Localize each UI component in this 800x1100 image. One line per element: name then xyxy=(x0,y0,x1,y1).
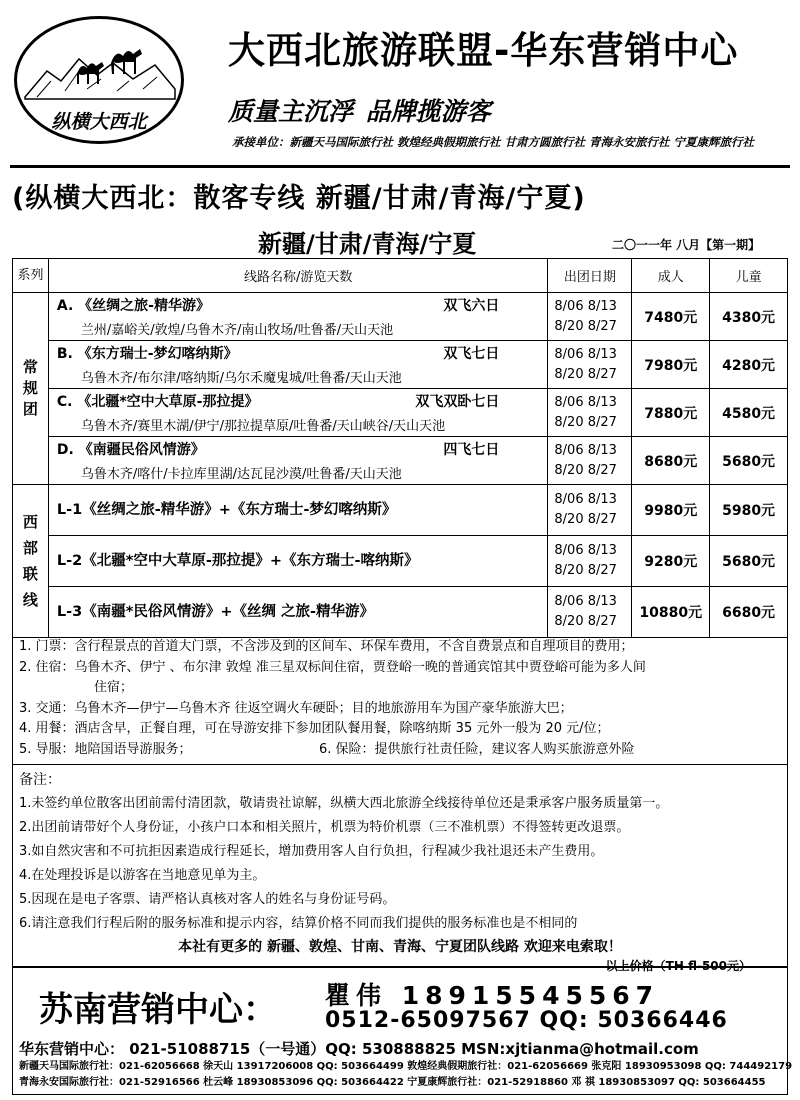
route-cities: 乌鲁木齐/布尔津/喀纳斯/乌尔禾魔鬼城/吐鲁番/天山天池 xyxy=(80,371,402,386)
child-price: 5680元 xyxy=(710,437,788,485)
route-name: L-1《丝绸之旅-精华游》+《东方瑞士-梦幻喀纳斯》 xyxy=(56,502,397,518)
remark-item: 1.未签约单位散客出团前需付清团款，敬请贵社谅解，纵横大西北旅游全线接待单位还是秉承客户服务质量第一。 xyxy=(19,796,669,811)
header-series: 系列 xyxy=(13,259,49,293)
route-days: 双飞七日 xyxy=(443,346,500,362)
adult-price: 7880元 xyxy=(632,389,710,437)
route-dates: 8/06 8/13 8/20 8/27 xyxy=(548,293,632,341)
adult-price: 10880元 xyxy=(632,587,710,638)
remark-item: 3.如自然灾害和不可抗拒因素造成行程延长，增加费用客人自行负担，行程减少我社退还未产生费用。 xyxy=(19,844,604,859)
table-row xyxy=(13,485,788,536)
agency-line: 新疆天马国际旅行社：021-62056668 徐天山 13917206008 QQ: 503664499 敦煌经典假期旅行社：021-62056669 张克阳 18930953098 QQ: 744492179 xyxy=(19,1061,793,1072)
table-row xyxy=(13,437,788,485)
route-name: C. 《北疆*空中大草原-那拉提》 xyxy=(56,394,259,410)
remark-item: 2.出团前请带好个人身份证，小孩户口本和相关照片，机票为特价机票（三不准机票）不得签转更改退票。 xyxy=(19,820,630,835)
service-notes xyxy=(12,629,788,765)
route-name: A. 《丝绸之旅-精华游》 xyxy=(56,298,210,314)
route-name: B. 《东方瑞士-梦幻喀纳斯》 xyxy=(56,346,238,362)
route-name: L-2《北疆*空中大草原-那拉提》+《东方瑞士-喀纳斯》 xyxy=(56,553,419,569)
route-name: D. 《南疆民俗风情游》 xyxy=(56,442,205,458)
route-dates: 8/06 8/13 8/20 8/27 xyxy=(548,341,632,389)
group-label-western: 西部联线 xyxy=(13,485,49,638)
slogan: 质量主沉浮 品牌揽游客 xyxy=(228,97,491,126)
child-price: 4280元 xyxy=(710,341,788,389)
note-lodging-cont: 住宿； xyxy=(94,680,134,695)
group-label-regular: 常规团 xyxy=(13,293,49,485)
route-days: 双飞六日 xyxy=(443,298,500,314)
child-price: 4580元 xyxy=(710,389,788,437)
route-cell xyxy=(48,293,548,341)
child-price: 5680元 xyxy=(710,536,788,587)
adult-price: 9280元 xyxy=(632,536,710,587)
route-cell xyxy=(48,485,548,536)
logo-text: 纵横大西北 xyxy=(51,111,147,133)
route-dates: 8/06 8/13 8/20 8/27 xyxy=(548,389,632,437)
main-title: 大西北旅游联盟-华东营销中心 xyxy=(228,29,739,72)
routes-table xyxy=(12,258,788,638)
adult-price: 8680元 xyxy=(632,437,710,485)
route-days: 四飞七日 xyxy=(443,442,500,458)
header-divider xyxy=(10,165,790,168)
header-dates: 出团日期 xyxy=(548,259,632,293)
contact-person: 瞿伟 18915545567 xyxy=(325,981,660,1010)
route-cell xyxy=(48,437,548,485)
remark-item: 4.在处理投诉是以游客在当地意见单为主。 xyxy=(19,868,266,883)
route-dates: 8/06 8/13 8/20 8/27 xyxy=(548,536,632,587)
contact-phone: 0512-65097567 QQ: 50366446 xyxy=(325,1008,728,1033)
adult-price: 9980元 xyxy=(632,485,710,536)
remark-item: 5.因现在是电子客票、请严格认真核对客人的姓名与身份证号码。 xyxy=(19,892,396,907)
header-child: 儿童 xyxy=(710,259,788,293)
header xyxy=(10,8,790,156)
table-row xyxy=(13,389,788,437)
route-name: L-3《南疆*民俗风情游》+《丝绸 之旅-精华游》 xyxy=(56,604,375,620)
note-lodging: 2. 住宿：乌鲁木齐、伊宁 、布尔津 敦煌 准三星双标间住宿，贾登峪一晚的普通宾馆其中贾登峪可能为多人间 xyxy=(19,659,646,675)
child-price: 5980元 xyxy=(710,485,788,536)
table-row xyxy=(13,293,788,341)
child-price: 4380元 xyxy=(710,293,788,341)
remark-item: 6.请注意我们行程后附的服务标准和提示内容，结算价格不同而我们提供的服务标准也是不相同的 xyxy=(19,916,578,931)
route-dates: 8/06 8/13 8/20 8/27 xyxy=(548,485,632,536)
note-insurance: 6. 保险：提供旅行社责任险，建议客人购买旅游意外险 xyxy=(319,741,635,757)
remarks-label: 备注： xyxy=(19,772,61,788)
agency-contacts xyxy=(19,1059,792,1091)
issue-label: 二〇一一年 八月【第一期】 xyxy=(612,238,761,252)
promo-line: 本社有更多的 新疆、敦煌、甘南、青海、宁夏团队线路 欢迎来电索取！ xyxy=(178,939,622,955)
route-cell xyxy=(48,341,548,389)
sunan-center-label: 苏南营销中心： xyxy=(39,990,277,1030)
east-center-contact: 华东营销中心： 021-51088715（一号通）QQ: 530888825 MSN:xjtianma@hotmail.com xyxy=(19,1040,699,1058)
child-price: 6680元 xyxy=(710,587,788,638)
subtitle: (纵横大西北：散客专线 新疆/甘肃/青海/宁夏) xyxy=(12,183,586,214)
route-days: 双飞双卧七日 xyxy=(415,394,500,410)
route-cities: 乌鲁木齐/赛里木湖/伊宁/那拉提草原/吐鲁番/天山峡谷/天山天池 xyxy=(80,419,446,434)
note-guide: 5. 导服：地陪国语导游服务； xyxy=(19,741,192,757)
note-transport: 3. 交通：乌鲁木齐—伊宁—乌鲁木齐 往返空调火车硬卧；目的地旅游用车为国产豪华旅游大巴； xyxy=(19,700,573,716)
adult-price: 7980元 xyxy=(632,341,710,389)
table-header-row xyxy=(13,259,788,293)
note-tickets: 1. 门票：含行程景点的首道大门票，不含涉及到的区间车、环保车费用，不含自费景点和自理项目的费用； xyxy=(19,639,634,654)
region-title: 新疆/甘肃/青海/宁夏 xyxy=(258,230,477,258)
agency-line: 青海永安国际旅行社：021-52916566 杜云峰 18930853096 QQ: 503664422 宁夏康辉旅行社：021-52918860 邓 祺 18930853097 QQ: 503664455 xyxy=(19,1077,766,1088)
price-note: 以上价格（TH fl-500元） xyxy=(605,959,751,973)
route-dates: 8/06 8/13 8/20 8/27 xyxy=(548,437,632,485)
note-meals: 4. 用餐：酒店含早，正餐自理，可在导游安排下参加团队餐用餐，除喀纳斯 35 元外一般为 20 元/位； xyxy=(19,721,610,736)
route-cities: 乌鲁木齐/喀什/卡拉库里湖/达瓦昆沙漠/吐鲁番/天山天池 xyxy=(80,467,402,482)
note-guide-insurance xyxy=(19,740,781,761)
route-cell xyxy=(48,389,548,437)
adult-price: 7480元 xyxy=(632,293,710,341)
header-route: 线路名称/游览天数 xyxy=(48,259,548,293)
table-row xyxy=(13,341,788,389)
footer-contacts xyxy=(12,967,793,1095)
route-cell xyxy=(48,536,548,587)
table-row xyxy=(13,536,788,587)
organizers: 承接单位：新疆天马国际旅行社 敦煌经典假期旅行社 甘肃方圆旅行社 青海永安旅行社 宁夏康辉旅行社 xyxy=(232,135,755,149)
logo xyxy=(14,16,184,144)
header-adult: 成人 xyxy=(632,259,710,293)
route-dates: 8/06 8/13 8/20 8/27 xyxy=(548,587,632,638)
remarks xyxy=(12,765,788,973)
route-cities: 兰州/嘉峪关/敦煌/乌鲁木齐/南山牧场/吐鲁番/天山天池 xyxy=(80,323,394,338)
